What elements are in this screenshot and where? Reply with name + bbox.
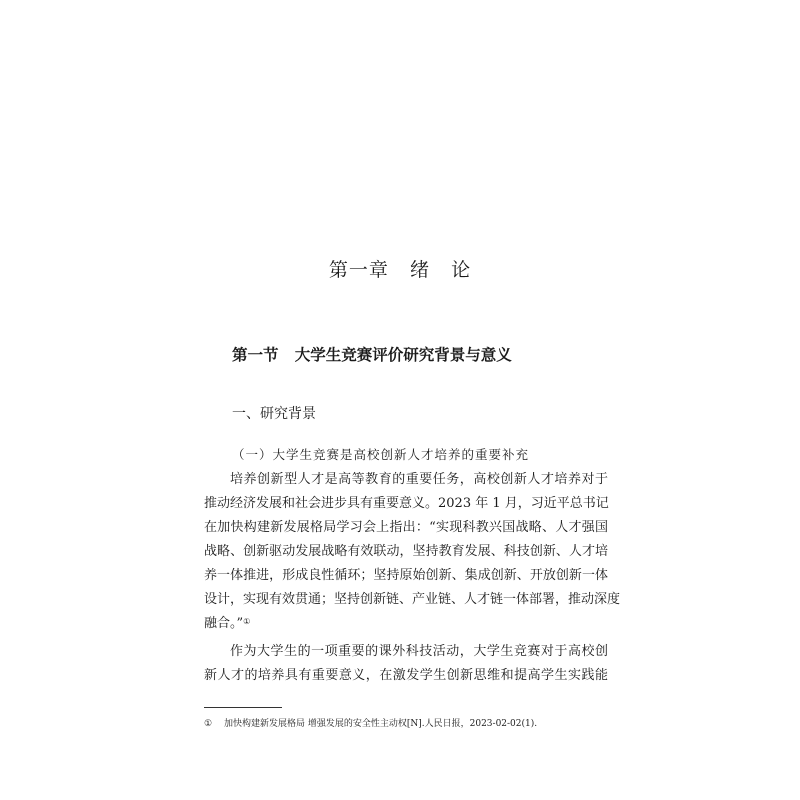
paragraph-1 — [204, 468, 621, 636]
footnote-text: 加快构建新发展格局 增强发展的安全性主动权[N].人民日报，2023-02-02(1). — [224, 719, 538, 729]
subsection-heading: 一、研究背景 — [232, 406, 316, 422]
paragraph-2 — [204, 640, 608, 688]
paragraph-line: 在加快构建新发展格局学习会上指出：“实现科教兴国战略、人才强国 — [204, 520, 608, 535]
paragraph-line-text: 融合。” — [204, 616, 244, 631]
footnote — [204, 716, 537, 729]
paragraph-last-line — [204, 612, 608, 636]
chapter-title: 第一章 绪 论 — [328, 259, 472, 281]
section-title: 第一节 大学生竞赛评价研究背景与意义 — [232, 345, 512, 364]
footnote-reference[interactable]: ① — [243, 617, 251, 626]
paragraph-line: 作为大学生的一项重要的课外科技活动，大学生竞赛对于高校创 — [230, 644, 608, 659]
paragraph-line: 养一体推进，形成良性循环；坚持原始创新、集成创新、开放创新一体 — [204, 568, 608, 583]
paragraph-line: 推动经济发展和社会进步具有重要意义。2023 年 1 月，习近平总书记 — [204, 496, 609, 511]
sub-subsection-heading: （一）大学生竞赛是高校创新人才培养的重要补充 — [232, 447, 530, 462]
footnote-divider — [204, 707, 282, 708]
paragraph-line: 战略、创新驱动发展战略有效联动，坚持教育发展、科技创新、人才培 — [204, 544, 608, 559]
paragraph-line: 新人才的培养具有重要意义，在激发学生创新思维和提高学生实践能 — [204, 668, 608, 683]
footnote-mark: ① — [204, 719, 213, 729]
paragraph-line: 设计，实现有效贯通；坚持创新链、产业链、人才链一体部署，推动深度 — [204, 592, 621, 607]
paragraph-line: 培养创新型人才是高等教育的重要任务，高校创新人才培养对于 — [230, 472, 608, 487]
